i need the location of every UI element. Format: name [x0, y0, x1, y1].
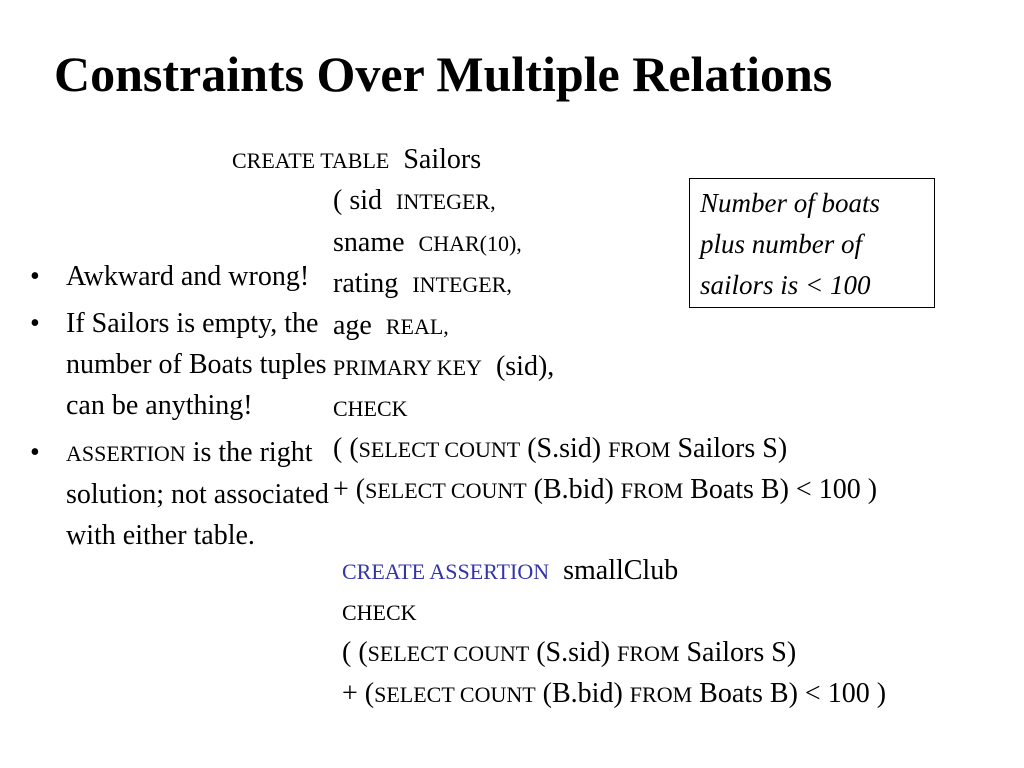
sql-keyword: FROM	[629, 682, 693, 707]
sql-text: Boats B) < 100 )	[683, 474, 878, 505]
sql-keyword: SELECT COUNT	[358, 437, 521, 462]
sql-keyword: INTEGER,	[396, 189, 496, 214]
sql-text: Sailors S)	[670, 433, 788, 464]
sql-text: (S.sid)	[529, 637, 618, 668]
bullet-list	[30, 256, 330, 562]
code-line	[342, 554, 678, 589]
code-line	[333, 226, 522, 261]
sql-keyword: CREATE TABLE	[232, 148, 390, 173]
sql-text: (S.sid)	[520, 433, 609, 464]
sql-text: Sailors	[389, 144, 482, 175]
bullet-item	[30, 256, 330, 297]
code-line	[333, 309, 449, 344]
sql-keyword: PRIMARY KEY	[333, 355, 482, 380]
sql-text: (B.bid)	[535, 678, 630, 709]
sql-keyword: REAL,	[385, 314, 449, 339]
bullet-marker: •	[30, 261, 40, 292]
code-line	[333, 391, 408, 426]
sql-keyword: CHECK	[333, 396, 408, 421]
sql-text: + (	[333, 474, 366, 505]
code-line	[333, 473, 877, 508]
code-line	[342, 636, 796, 671]
bullet-text: is the right solution; not associated with either table.	[66, 437, 329, 551]
sql-keyword: SELECT COUNT	[374, 682, 536, 707]
note-line: Number of boats	[700, 188, 881, 218]
sql-text: age	[333, 310, 386, 341]
code-line	[232, 143, 481, 178]
bullet-text: If Sailors is empty, the number of Boats tuples can be anything!	[66, 308, 327, 421]
sql-text: + (	[342, 678, 375, 709]
sql-text: (B.bid)	[526, 474, 621, 505]
sql-keyword: SELECT COUNT	[367, 641, 530, 666]
sql-text: ( sid	[333, 185, 396, 216]
bullet-marker: •	[30, 308, 40, 339]
sql-keyword: INTEGER,	[412, 272, 512, 297]
sql-text: smallClub	[549, 555, 679, 586]
note-line: sailors is < 100	[700, 270, 871, 300]
bullet-marker: •	[30, 437, 40, 468]
bullet-item	[30, 432, 330, 556]
note-line: plus number of	[700, 229, 862, 259]
sql-keyword: FROM	[620, 478, 684, 503]
code-line	[342, 677, 886, 712]
code-line	[333, 267, 512, 302]
sql-text: (sid),	[481, 351, 555, 382]
sql-text: Sailors S)	[679, 637, 797, 668]
sql-keyword: CHECK	[342, 600, 417, 625]
slide-title: Constraints Over Multiple Relations	[54, 46, 833, 102]
sql-text: ( (	[333, 433, 359, 464]
sql-keyword: FROM	[608, 437, 671, 462]
sql-keyword: CREATE ASSERTION	[342, 559, 550, 584]
sql-text: rating	[333, 268, 413, 299]
code-line	[342, 595, 417, 630]
code-line	[333, 432, 787, 467]
bullet-text: Awkward and wrong!	[66, 261, 310, 292]
sql-keyword: FROM	[617, 641, 680, 666]
bullet-text: ASSERTION	[66, 441, 186, 466]
bullet-item	[30, 303, 330, 426]
code-line	[333, 350, 554, 385]
sql-keyword: SELECT COUNT	[365, 478, 527, 503]
sql-text: Boats B) < 100 )	[692, 678, 887, 709]
sql-text: sname	[333, 227, 419, 258]
sql-keyword: CHAR(10),	[418, 231, 522, 256]
sql-text: ( (	[342, 637, 368, 668]
note-box	[689, 178, 935, 308]
code-line	[333, 184, 496, 219]
